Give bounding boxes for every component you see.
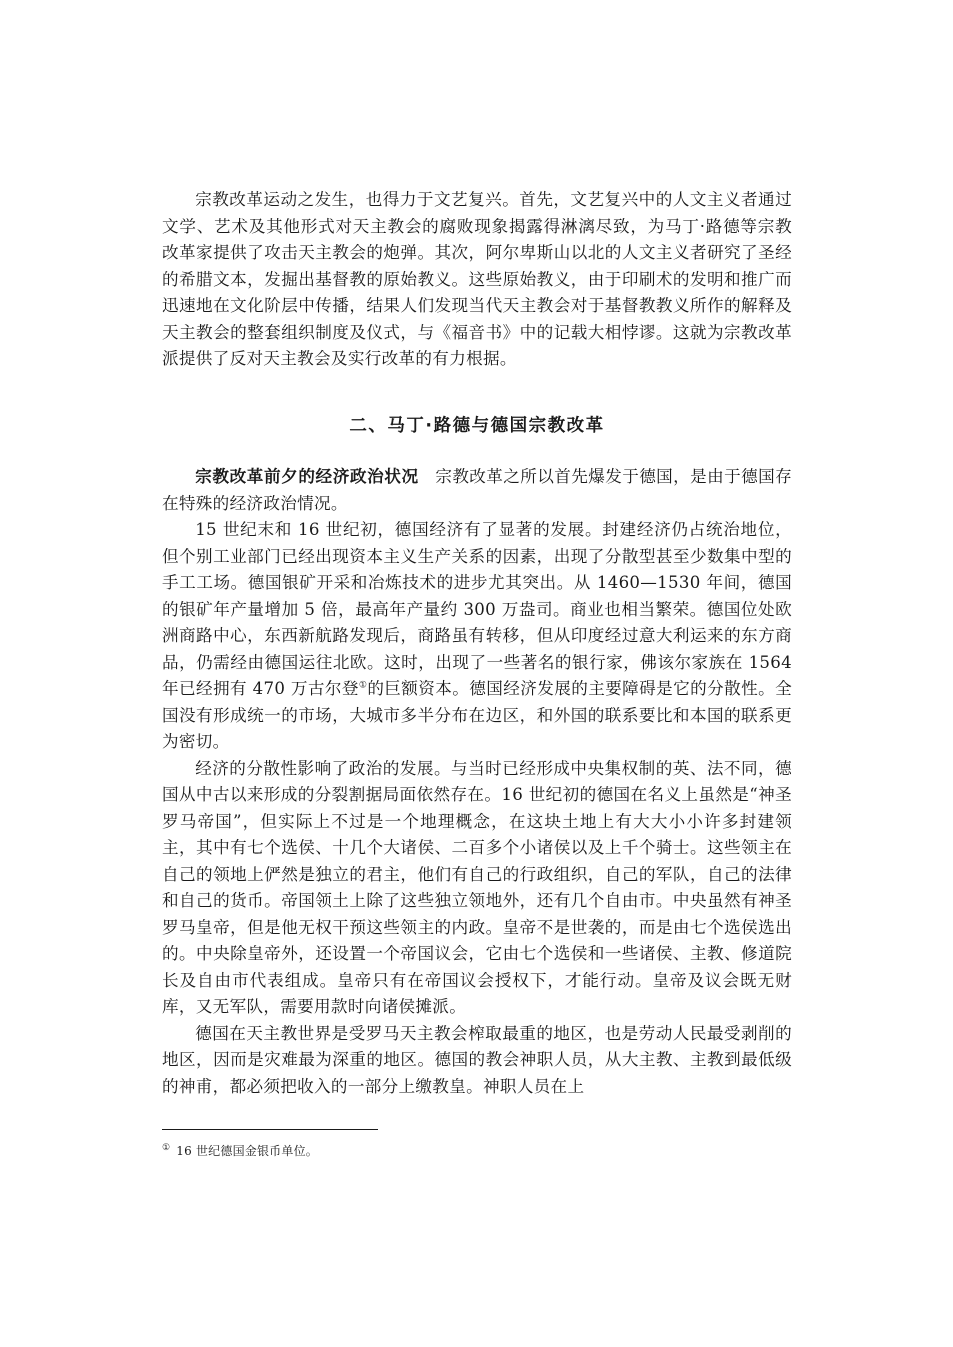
section-heading: 二、马丁·路德与德国宗教改革	[349, 416, 605, 436]
footnote-reference[interactable]: ①	[358, 680, 368, 691]
church-paragraph: 德国在天主教世界是受罗马天主教会榨取最重的地区，也是劳动人民最受剥削的地区，因而是灾难最为深重的地区。德国的教会神职人员，从大主教、主教到最低级的神甫，都必须把收入的一部分上缴教皇。神职人员在上	[162, 1023, 792, 1096]
economy-paragraph	[162, 517, 792, 756]
footnote	[162, 1141, 318, 1161]
footnote-divider	[162, 1129, 378, 1130]
intro-paragraph-block	[162, 187, 792, 373]
economy-text-part1: 15 世纪末和 16 世纪初，德国经济有了显著的发展。封建经济仍占统治地位，但个别工业部门已经出现资本主义生产关系的因素，出现了分散型甚至少数集中型的手工工场。德国银矿开采和冶炼技术的进步尤其突出。从 1460—1530 年间，德国的银矿年产量增加 5 倍，最高年产量约 300 万盎司。商业也相当繁荣。德国位处欧洲商路中心，东西新航路发现后，商路虽有转移，但从印度经过意大利运来的东方商品，仍需经由德国运往北欧。这时，出现了一些著名的银行家，佛该尔家族在 1564 年已经拥有 470 万古尔登	[162, 520, 792, 698]
footnote-text: 16 世纪德国金银币单位。	[176, 1144, 318, 1158]
lead-paragraph-text: 宗教改革之所以首先爆发于德国，是由于德国存在特殊的经济政治情况。	[162, 467, 792, 513]
lead-paragraph	[162, 464, 792, 517]
economy-text-part2: 的巨额资本。德国经济发展的主要障碍是它的分散性。全国没有形成统一的市场，大城市多半分布在边区，和外国的联系要比和本国的联系更为密切。	[162, 679, 792, 751]
main-text-block	[162, 464, 792, 1100]
subsection-lead-title: 宗教改革前夕的经济政治状况	[195, 467, 419, 486]
politics-paragraph: 经济的分散性影响了政治的发展。与当时已经形成中央集权制的英、法不同，德国从中古以来形成的分裂割据局面依然存在。16 世纪初的德国在名义上虽然是“神圣罗马帝国”，但实际上不过是一个地理概念，在这块土地上有大大小小许多封建领主，其中有七个选侯、十几个大诸侯、二百多个小诸侯以及上千个骑士。这些领主在自己的领地上俨然是独立的君主，他们有自己的行政组织，自己的军队，自己的法律和自己的货币。帝国领土上除了这些独立领地外，还有几个自由市。中央虽然有神圣罗马皇帝，但是他无权干预这些领主的内政。皇帝不是世袭的，而是由七个选侯选出的。中央除皇帝外，还设置一个帝国议会，它由七个选侯和一些诸侯、主教、修道院长及自由市代表组成。皇帝只有在帝国议会授权下，才能行动。皇帝及议会既无财库，又无军队，需要用款时向诸侯摊派。	[162, 758, 792, 1016]
intro-paragraph: 宗教改革运动之发生，也得力于文艺复兴。首先，文艺复兴中的人文主义者通过文学、艺术及其他形式对天主教会的腐败现象揭露得淋漓尽致，为马丁·路德等宗教改革家提供了攻击天主教会的炮弹。其次，阿尔卑斯山以北的人文主义者研究了圣经的希腊文本，发掘出基督教的原始教义。这些原始教义，由于印刷术的发明和推广而迅速地在文化阶层中传播，结果人们发现当代天主教会对于基督教教义所作的解释及天主教会的整套组织制度及仪式，与《福音书》中的记载大相悖谬。这就为宗教改革派提供了反对天主教会及实行改革的有力根据。	[162, 190, 792, 368]
footnote-mark: ①	[162, 1143, 171, 1153]
